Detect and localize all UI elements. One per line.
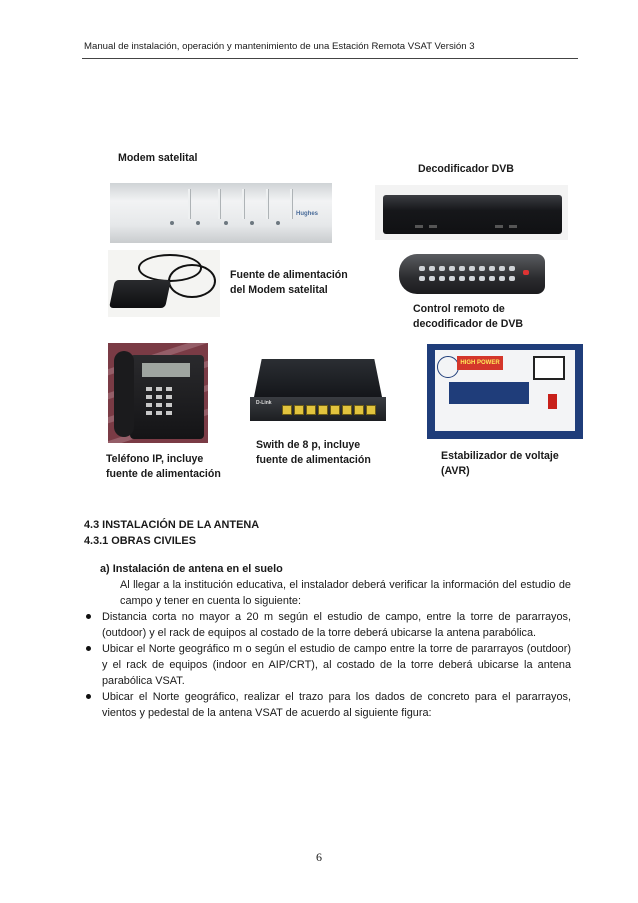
modem-photo (110, 183, 332, 243)
label-modem: Modem satelital (118, 152, 198, 164)
bullet-2-line-3: parabólica VSAT. (102, 675, 185, 687)
section-heading-4-3: 4.3 INSTALACIÓN DE LA ANTENA (84, 519, 260, 531)
header-divider (82, 58, 578, 59)
page-number: 6 (316, 850, 322, 864)
label-remote-1: Control remoto de (413, 303, 505, 315)
bullet-2-line-1: Ubicar el Norte geográfico m o según el estudio de campo entre la torre de pararrayos (outdoor) (102, 643, 571, 655)
modem-brand: Hughes (295, 211, 318, 217)
bullet-dot (86, 614, 91, 619)
voltage-stabilizer-photo (427, 344, 583, 439)
subheading-ground-install: a) Instalación de antena en el suelo (100, 563, 283, 575)
bullet-1-line-1: Distancia corta no mayor a 20 m según el estudio de campo, entre la torre de pararrayos, (102, 611, 571, 623)
bullet-dot (86, 694, 91, 699)
bullet-3-line-2: vientos y pedestal de la antena VSAT de acuerdo al siguiente figura: (102, 707, 432, 719)
label-remote-2: decodificador de DVB (413, 318, 524, 330)
label-phone-2: fuente de alimentación (106, 468, 221, 480)
label-avr-1: Estabilizador de voltaje (441, 450, 559, 462)
network-switch-photo (248, 355, 388, 425)
label-power-supply-1: Fuente de alimentación (230, 269, 348, 281)
bullet-2-line-2: y el rack de equipos (indoor en AIP/CRT), al costado de la torre deberá ubicarse la antena (102, 659, 571, 671)
bullet-dot (86, 646, 91, 651)
intro-line-1: Al llegar a la institución educativa, el instalador deberá verificar la información del estudio de (120, 579, 571, 591)
bullet-1-line-2: (outdoor) y el rack de equipos al costado de la torre deberá ubicarse la antena parabólica. (102, 627, 537, 639)
label-switch-1: Swith de 8 p, incluye (256, 439, 361, 451)
remote-control-photo (397, 250, 547, 298)
label-switch-2: fuente de alimentación (256, 454, 371, 466)
intro-line-2: campo y tener en cuenta lo siguiente: (120, 595, 302, 607)
switch-brand: D-Link (256, 400, 272, 406)
avr-brand: HIGH POWER (457, 356, 503, 370)
section-heading-4-3-1: 4.3.1 OBRAS CIVILES (84, 535, 196, 547)
bullet-3-line-1: Ubicar el Norte geográfico, realizar el trazo para los dados de concreto para el pararrayos, (102, 691, 571, 703)
dvb-decoder-photo (375, 185, 568, 240)
power-supply-photo (108, 250, 220, 317)
ip-phone-photo (108, 343, 208, 443)
label-decoder: Decodificador DVB (418, 163, 514, 175)
running-header: Manual de instalación, operación y mantenimiento de una Estación Remota VSAT Versión 3 (84, 41, 475, 52)
label-phone-1: Teléfono IP, incluye (106, 453, 204, 465)
label-avr-2: (AVR) (441, 465, 470, 477)
label-power-supply-2: del Modem satelital (230, 284, 328, 296)
